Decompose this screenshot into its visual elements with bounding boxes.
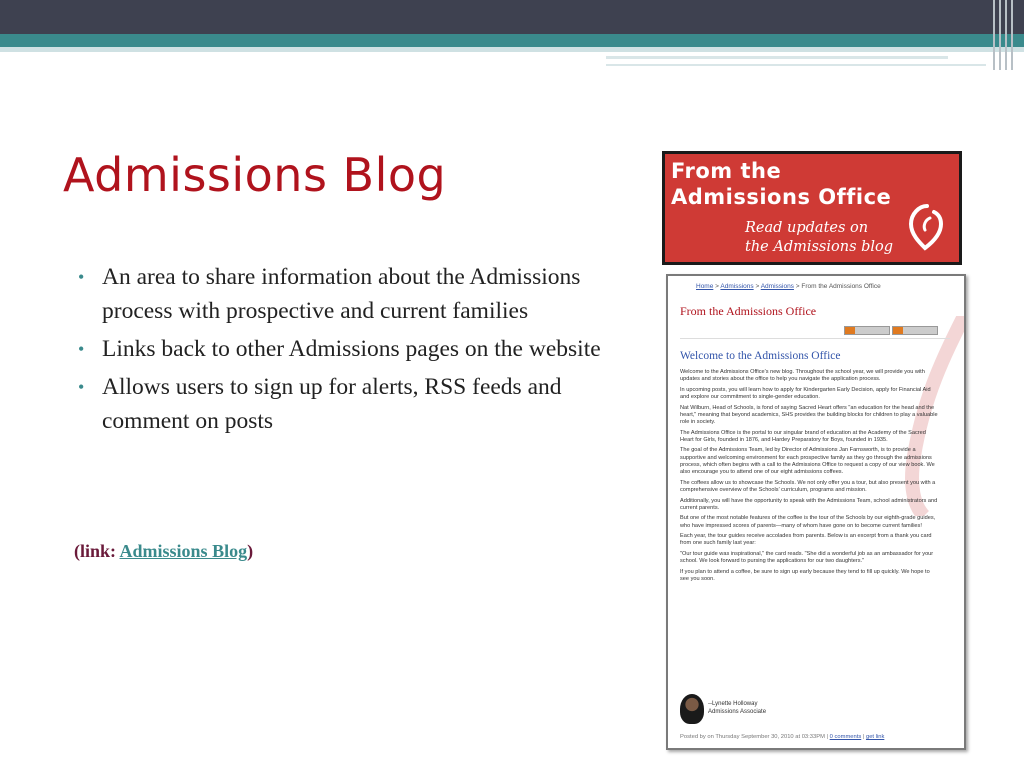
top-teal-band [0,34,1024,47]
blog-header: From the Admissions Office [680,304,817,318]
banner-tagline: Read updates on the Admissions blog [745,220,894,255]
rss-button[interactable] [844,326,890,335]
link-line: (link: Admissions Blog) [74,541,254,561]
deco-bar [999,0,1001,70]
bullet-icon: • [78,377,85,397]
heart-logo-icon [905,200,945,252]
top-dark-band [0,0,1024,34]
bullet-icon: • [78,267,85,287]
deco-stripe [606,56,948,59]
blog-screenshot [666,274,966,750]
admissions-blog-link[interactable]: Admissions Blog [119,541,248,561]
deco-bar [1005,0,1007,70]
bullet-icon: • [78,339,85,359]
post-title: Welcome to the Admissions Office [680,350,841,362]
bullet-item: • An area to share information about the Admissions process with prospective and current families [78,260,638,328]
alerts-button[interactable] [892,326,938,335]
post-footer: Posted by on Thursday September 30, 2010 at 03:33PM | 0 comments | get link [680,734,885,740]
banner-heading: From the Admissions Office [671,159,892,209]
top-light-band [0,47,1024,52]
bullet-item: • Links back to other Admissions pages on the website [78,332,638,366]
breadcrumb: Home > Admissions > Admissions > From the Admissions Office [696,283,881,290]
deco-stripe [606,64,986,66]
permalink-link[interactable]: get link [865,734,885,740]
author-avatar [680,694,704,724]
bullet-list [78,260,638,442]
comments-link[interactable]: 0 comments [829,734,862,740]
deco-bar [993,0,995,70]
deco-bar [1011,0,1013,70]
admissions-banner[interactable] [662,151,962,265]
slide-title: Admissions Blog [63,148,447,202]
divider [680,338,950,339]
post-body: Welcome to the Admissions Office's new blog. Throughout the school year, we will provide you with updates and stories about the office to help you navigate the application process. In upcoming posts, you will learn how to apply for Kindergarten Early Decision, apply for Financial Aid and explore our commitment to single-gender education. Nat Wilburn, Head of Schools, is fond of saying Sacred Heart offers "an education for the head and the heart," meaning that beyond academics, SHS provides the building blocks for children to play a valuable role in society. The Admissions Office is the portal to our singular brand of education at the Academy of the Sacred Heart for Girls, founded in 1876, and Hardey Preparatory for Boys, founded in 1935. The goal of the Admissions Team, led by Director of Admissions Jan Farnsworth, is to provide a supportive and welcoming environment for each prospective family as they go through the admissions process, which often begins with a call to the Admissions Office to request a copy of our view book. We also encourage you to attend one of our eight admissions coffees. The coffees allow us to showcase the Schools. We not only offer you a tour, but also present you with a comprehensive overview of the Schools' curriculum, programs and mission. Additionally, you will have the opportunity to speak with the Admissions Team, school administrators and current parents. But one of the most notable features of the coffee is the tour of the Schools by our eighth-grade guides, who have impressed scores of parents—many of whom have gone on to become current families! Each year, the tour guides receive accolades from parents. Below is an excerpt from a thank you card from one such family last year: "Our tour guide was inspirational," the card reads. "She did a wonderful job as an ambassador for your school. We look forward to pursing the applications for our two daughters." If you plan to attend a coffee, be sure to sign up early because they tend to fill up quickly. We hope to see you soon. [680,369,938,582]
bullet-item: • Allows users to sign up for alerts, RSS feeds and comment on posts [78,370,638,438]
signature: --Lynette Holloway Admissions Associate [708,701,767,715]
